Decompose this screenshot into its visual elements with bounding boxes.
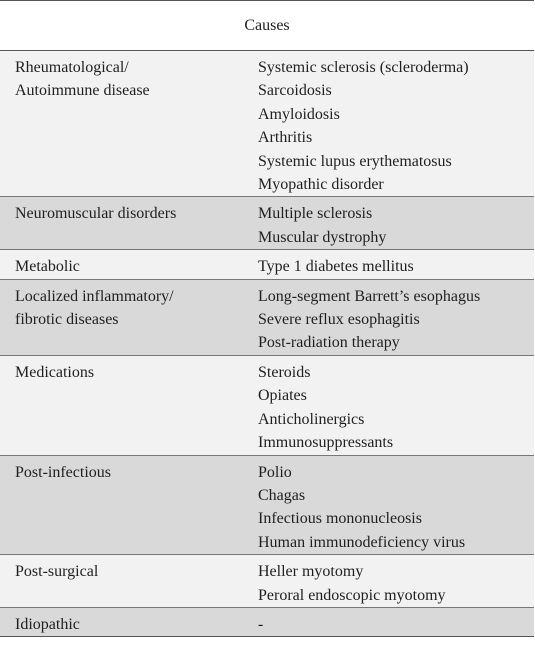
cause-item: Chagas bbox=[258, 486, 306, 504]
table-row bbox=[0, 197, 534, 250]
cause-item: Severe reflux esophagitis bbox=[258, 311, 420, 329]
causes-cell bbox=[243, 51, 534, 197]
table-header-causes: Causes bbox=[0, 1, 534, 51]
cause-item: Infectious mononucleosis bbox=[258, 510, 422, 528]
causes-cell bbox=[243, 555, 534, 608]
category-line: Rheumatological/ bbox=[15, 59, 129, 76]
category-line: Neuromuscular disorders bbox=[15, 205, 177, 223]
category-cell bbox=[0, 455, 243, 555]
causes-cell bbox=[243, 197, 534, 250]
category-cell bbox=[0, 279, 243, 355]
causes-cell bbox=[243, 607, 534, 636]
table-row bbox=[0, 607, 534, 636]
causes-cell bbox=[243, 279, 534, 355]
cause-item: Human immunodeficiency virus bbox=[258, 533, 466, 551]
cause-item: Peroral endoscopic myotomy bbox=[258, 586, 446, 604]
table-row bbox=[0, 355, 534, 455]
table-row bbox=[0, 250, 534, 279]
cause-item: - bbox=[258, 615, 264, 633]
cause-item: Type 1 diabetes mellitus bbox=[258, 258, 414, 276]
cause-item: Amyloidosis bbox=[258, 105, 340, 123]
category-cell bbox=[0, 607, 243, 636]
cause-item: Arthritis bbox=[258, 129, 313, 147]
category-line: Localized inflammatory/ bbox=[15, 287, 174, 305]
table-row bbox=[0, 51, 534, 197]
cause-item: Post-radiation therapy bbox=[258, 334, 400, 352]
cause-item: Steroids bbox=[258, 363, 311, 381]
cause-item: Muscular dystrophy bbox=[258, 228, 387, 246]
cause-item: Immunosuppressants bbox=[258, 434, 394, 452]
cause-item: Polio bbox=[258, 463, 292, 481]
cause-item: Myopathic disorder bbox=[258, 176, 384, 194]
category-line: fibrotic diseases bbox=[15, 311, 119, 329]
category-cell bbox=[0, 250, 243, 279]
category-cell bbox=[0, 555, 243, 608]
cause-item: Systemic sclerosis (scleroderma) bbox=[258, 59, 469, 76]
cause-item: Long-segment Barrett’s esophagus bbox=[258, 287, 481, 305]
category-cell bbox=[0, 197, 243, 250]
category-line: Medications bbox=[15, 363, 95, 381]
category-line: Metabolic bbox=[15, 258, 80, 276]
category-line: Post-surgical bbox=[15, 563, 99, 581]
table-row bbox=[0, 555, 534, 608]
category-cell bbox=[0, 355, 243, 455]
cause-item: Sarcoidosis bbox=[258, 82, 332, 100]
category-line: Autoimmune disease bbox=[15, 82, 150, 100]
category-cell bbox=[0, 51, 243, 197]
category-line: Idiopathic bbox=[15, 615, 80, 633]
cause-item: Systemic lupus erythematosus bbox=[258, 152, 452, 170]
cause-item: Anticholinergics bbox=[258, 410, 365, 428]
category-line: Post-infectious bbox=[15, 463, 111, 481]
cause-item: Multiple sclerosis bbox=[258, 205, 373, 223]
table-row bbox=[0, 279, 534, 355]
cause-item: Heller myotomy bbox=[258, 563, 364, 581]
table-row bbox=[0, 455, 534, 555]
causes-cell bbox=[243, 355, 534, 455]
causes-cell bbox=[243, 250, 534, 279]
cause-item: Opiates bbox=[258, 387, 307, 405]
causes-cell bbox=[243, 455, 534, 555]
header-row bbox=[0, 1, 534, 51]
